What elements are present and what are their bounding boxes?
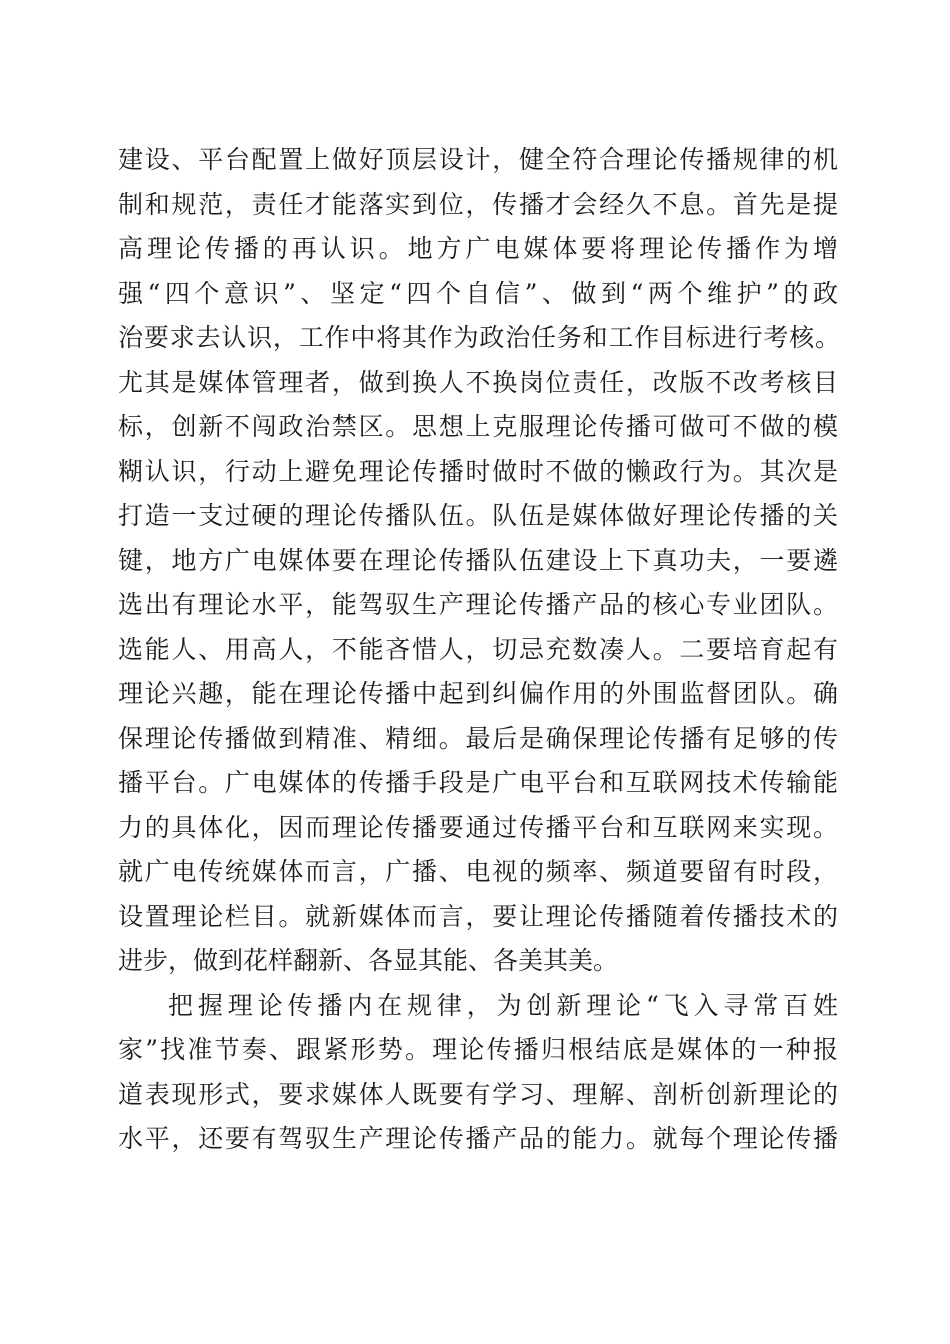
text-line: 力的具体化，因而理论传播要通过传播平台和互联网来实现。 bbox=[118, 812, 838, 842]
text-line: 打造一支过硬的理论传播队伍。队伍是媒体做好理论传播的关 bbox=[118, 501, 838, 530]
text-line: 键，地方广电媒体要在理论传播队伍建设上下真功夫，一要遴 bbox=[118, 545, 838, 575]
text-line: 标，创新不闯政治禁区。思想上克服理论传播可做可不做的模 bbox=[118, 412, 838, 441]
text-line: 水平，还要有驾驭生产理论传播产品的能力。就每个理论传播 bbox=[118, 1124, 838, 1153]
text-line: 选能人、用高人，不能吝惜人，切忌充数凑人。二要培育起有 bbox=[118, 634, 838, 664]
text-line: 设置理论栏目。就新媒体而言，要让理论传播随着传播技术的 bbox=[118, 901, 838, 931]
text-line: 家”找准节奏、跟紧形势。理论传播归根结底是媒体的一种报 bbox=[118, 1035, 838, 1064]
text-line: 高理论传播的再认识。地方广电媒体要将理论传播作为增 bbox=[118, 234, 838, 263]
text-line: 尤其是媒体管理者，做到换人不换岗位责任，改版不改考核目 bbox=[118, 367, 838, 397]
paragraph-last-line: 进步，做到花样翻新、各显其能、各美其美。 bbox=[118, 946, 619, 975]
text-line: 理论兴趣，能在理论传播中起到纠偏作用的外围监督团队。确 bbox=[118, 679, 838, 708]
text-line: 强“四个意识”、坚定“四个自信”、做到“两个维护”的政 bbox=[118, 278, 838, 308]
body-text bbox=[118, 138, 838, 1162]
text-line: 道表现形式，要求媒体人既要有学习、理解、剖析创新理论的 bbox=[118, 1079, 838, 1109]
text-line: 治要求去认识，工作中将其作为政治任务和工作目标进行考核。 bbox=[118, 323, 840, 352]
text-line: 就广电传统媒体而言，广播、电视的频率、频道要留有时段， bbox=[118, 857, 838, 886]
text-line: 建设、平台配置上做好顶层设计，健全符合理论传播规律的机 bbox=[118, 145, 838, 174]
text-line: 选出有理论水平，能驾驭生产理论传播产品的核心专业团队。 bbox=[118, 590, 838, 619]
paragraph-first-line: 把握理论传播内在规律，为创新理论“飞入寻常百姓 bbox=[168, 990, 838, 1020]
text-line: 制和规范，责任才能落实到位，传播才会经久不息。首先是提 bbox=[118, 189, 838, 219]
text-line: 糊认识，行动上避免理论传播时做时不做的懒政行为。其次是 bbox=[118, 456, 838, 486]
text-line: 保理论传播做到精准、精细。最后是确保理论传播有足够的传 bbox=[118, 723, 838, 753]
text-line: 播平台。广电媒体的传播手段是广电平台和互联网技术传输能 bbox=[118, 768, 838, 797]
